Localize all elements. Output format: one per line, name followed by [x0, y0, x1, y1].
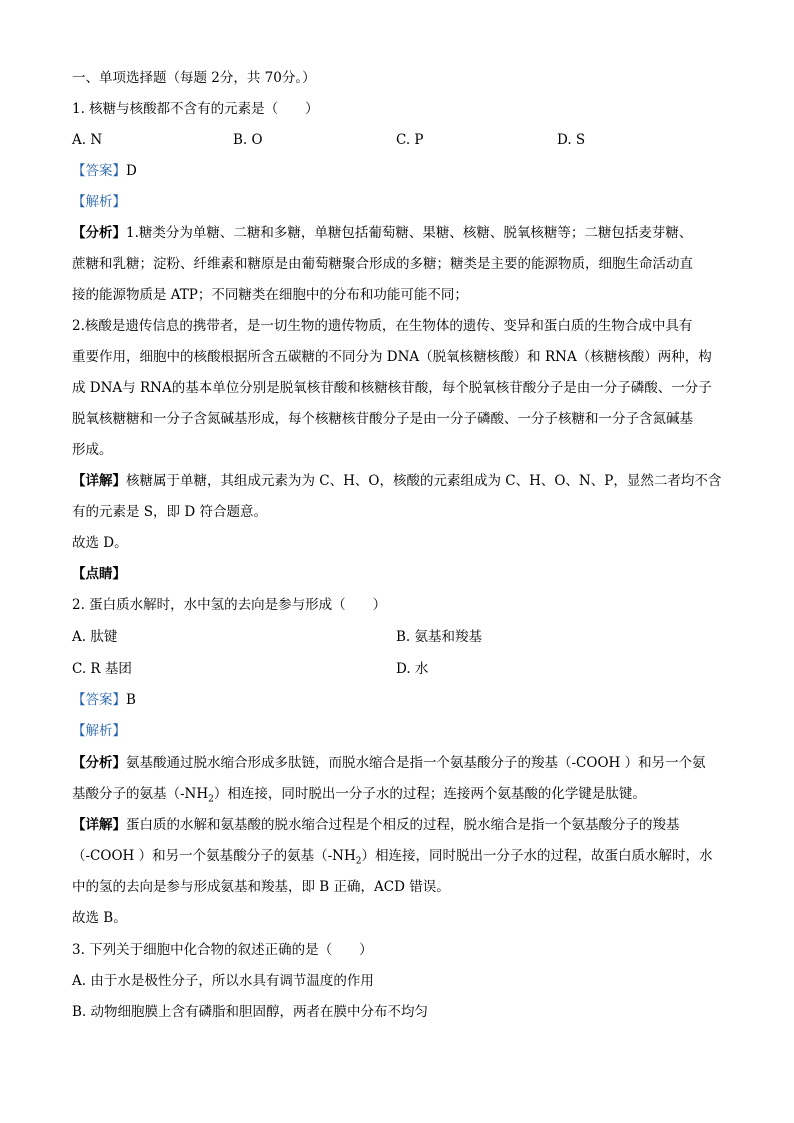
q1-fenxi-line-2: 蔗糖和乳糖；淀粉、纤维素和糖原是由葡萄糖聚合形成的多糖；糖类是主要的能源物质，细胞生命活动直	[72, 256, 693, 272]
q1-option-b: B. O	[233, 132, 263, 148]
xiangjie-text-b: ）相连接，同时脱出一分子水的过程，故蛋白质水解时，水	[361, 848, 713, 864]
answer-label: 【答案】	[72, 163, 126, 179]
q2-xiangjie-line-3: 中的氢的去向是参与形成氨基和羧基，即 B 正确，ACD 错误。	[72, 879, 450, 895]
q2-fenxi-line-1	[72, 753, 706, 773]
q3-stem: 3. 下列关于细胞中化合物的叙述正确的是（ ）	[72, 942, 373, 958]
q1-fenxi-line-5: 重要作用，细胞中的核酸根据所含五碳糖的不同分为 DNA（脱氧核糖核酸）和 RNA（核糖核酸）两种，构	[72, 349, 712, 365]
answer-label: 【答案】	[72, 692, 126, 708]
q2-option-c: C. R 基团	[72, 661, 132, 677]
xiangjie-text-a: （-COOH ）和另一个氨基酸分子的氨基（-NH	[72, 848, 356, 864]
q2-answer	[72, 690, 136, 710]
answer-value: B	[126, 692, 136, 708]
q3-option-b: B. 动物细胞膜上含有磷脂和胆固醇，两者在膜中分布不均匀	[72, 1004, 429, 1020]
q2-option-b: B. 氨基和羧基	[396, 629, 483, 645]
q2-stem: 2. 蛋白质水解时，水中氢的去向是参与形成（ ）	[72, 597, 387, 613]
subscript: 2	[355, 856, 362, 867]
q1-fenxi-line-4: 2.核酸是遗传信息的携带者，是一切生物的遗传物质，在生物体的遗传、变异和蛋白质的生物合成中具有	[72, 318, 693, 334]
q3-option-a: A. 由于水是极性分子，所以水具有调节温度的作用	[72, 973, 374, 989]
q2-xiangjie-line-1	[72, 815, 680, 835]
q1-fenxi-line-8: 形成。	[72, 442, 113, 458]
q2-option-a: A. 肽键	[72, 629, 118, 645]
subscript: 2	[208, 794, 214, 805]
q2-option-d: D. 水	[396, 661, 429, 677]
fenxi-label: 【分析】	[72, 755, 126, 771]
q1-fenxi-line-7: 脱氧核糖糖和一分子含氮碱基形成，每个核糖核苷酸分子是由一分子磷酸、一分子核糖和一分子含氮碱基	[72, 411, 693, 427]
q1-xiangjie-line-2: 有的元素是 S，即 D 符合题意。	[72, 504, 267, 520]
xiangjie-label: 【详解】	[72, 817, 126, 833]
fenxi-text-b: ）相连接，同时脱出一分子水的过程；连接两个氨基酸的化学键是肽键。	[213, 786, 646, 802]
xiangjie-text: 蛋白质的水解和氨基酸的脱水缩合过程是个相反的过程，脱水缩合是指一个氨基酸分子的羧基	[126, 817, 680, 833]
fenxi-label: 【分析】	[72, 225, 126, 241]
q2-fenxi-line-2	[72, 784, 646, 804]
section-title: 一、单项选择题（每题 2分，共 70分。）	[72, 70, 316, 86]
q2-xiangjie-line-2	[72, 846, 712, 866]
xiangjie-text: 核糖属于单糖，其组成元素为为 C、H、O，核酸的元素组成为 C、H、O、N、P，显然二者均不含	[126, 473, 722, 489]
fenxi-text: 1.糖类分为单糖、二糖和多糖，单糖包括葡萄糖、果糖、核糖、脱氧核糖等；二糖包括麦芽糖、	[126, 225, 693, 241]
q1-option-a: A. N	[72, 132, 103, 148]
q1-fenxi-line-3: 接的能源物质是 ATP；不同糖类在细胞中的分布和功能可能不同；	[72, 287, 468, 303]
q1-option-c: C. P	[396, 132, 424, 148]
answer-value: D	[126, 163, 137, 179]
q1-fenxi-line-1	[72, 223, 692, 243]
q1-option-d: D. S	[557, 132, 586, 148]
q1-xiangjie-line-1	[72, 471, 721, 491]
q1-conclusion: 故选 D。	[72, 535, 128, 551]
fenxi-text: 氨基酸通过脱水缩合形成多肽链，而脱水缩合是指一个氨基酸分子的羧基（-COOH ）和另一个氨	[126, 755, 706, 771]
q1-stem: 1. 核糖与核酸都不含有的元素是（ ）	[72, 101, 319, 117]
xiangjie-label: 【详解】	[72, 473, 126, 489]
q1-analysis-label: 【解析】	[72, 194, 126, 210]
q1-fenxi-line-6: 成 DNA与 RNA的基本单位分别是脱氧核苷酸和核糖核苷酸，每个脱氧核苷酸分子是由一分子磷酸、一分子	[72, 380, 712, 396]
q2-conclusion: 故选 B。	[72, 910, 127, 926]
q1-dianjing-label: 【点睛】	[72, 566, 126, 582]
q2-analysis-label: 【解析】	[72, 723, 126, 739]
fenxi-text-a: 基酸分子的氨基（-NH	[72, 786, 209, 802]
q1-answer	[72, 161, 137, 181]
